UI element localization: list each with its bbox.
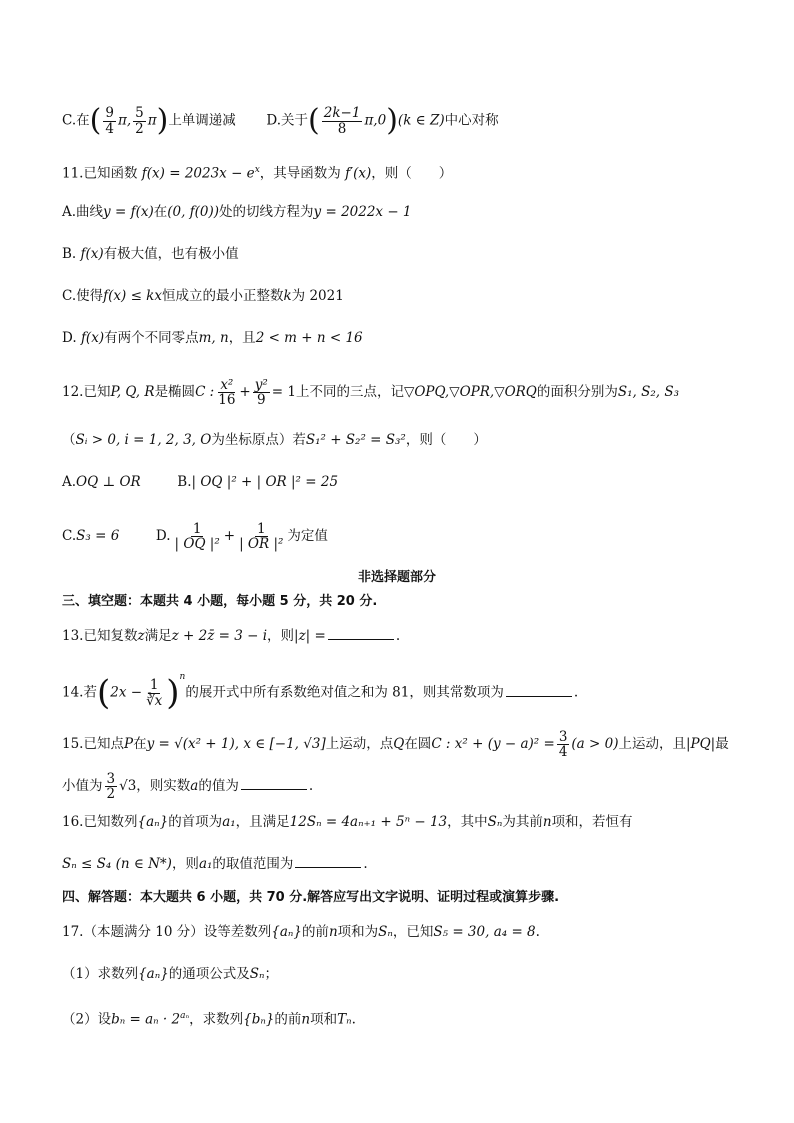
q11-stem: 11.已知函数 $f(x) = 2023x - e^x$，其导函数为 f′(x)，则（ ）	[62, 165, 453, 182]
q12-options-cd: C.S₃ = 6 D. $\frac{1}{\text{| OQ |²}}$ + $\frac{1}{\text{| OR |²}}$ 为定值	[62, 521, 328, 553]
answer-blank[interactable]	[241, 777, 307, 790]
answer-blank[interactable]	[506, 684, 572, 697]
section-3-title: 三、填空题：本题共 4 小题，每小题 5 分，共 20 分.	[62, 594, 378, 609]
q13: 13.已知复数z满足z + 2z̄ = 3 − i，则|z| = .	[62, 628, 401, 644]
q16-line2: Sₙ ≤ S₄ (n ∈ N*)，则a₁的取值范围为 .	[62, 856, 368, 872]
q12-stem: 12.已知P, Q, R是椭圆C : $\frac{\text{x²}}{16}$ + $\frac{\text{y²}}{9}$ = 1上不同的三点，记▽OPQ,▽OPR,▽ORQ的面积分别为S₁, S₂, S₃	[62, 377, 680, 409]
q15-line2: 小值为 $\frac{3}{2}$ √3，则实数a的值为 .	[62, 771, 314, 803]
q16-line1: 16.已知数列{aₙ}的首项为a₁，且满足12Sₙ = 4aₙ₊₁ + 5ⁿ − 13，其中Sₙ为其前n项和，若恒有	[62, 814, 633, 830]
section-4-title: 四、解答题：本大题共 6 小题，共 70 分.解答应写出文字说明、证明过程或演算步骤.	[62, 890, 560, 905]
q14: 14.若(2x − $\frac{1}{∛x}$ )$^n$的展开式中所有系数绝对值之和为 81，则其常数项为 .	[62, 672, 579, 713]
q12-condition: （Sᵢ > 0, i = 1, 2, 3, O为坐标原点）若S₁² + S₂² = S₃²，则（ ）	[62, 432, 487, 448]
q17-part2: （2）设$b_n = a_n \cdot 2^{a_n}$，求数列{bₙ}的前n项和Tₙ.	[62, 1011, 356, 1028]
q15-line1: 15.已知点P在y = √(x² + 1), x ∈ [−1, √3]上运动，点Q在圆C : x² + (y − a)² = $\frac{3}{4}$ (a > 0)上运动，且|PQ|最	[62, 729, 729, 761]
section-nonchoice-title: 非选择题部分	[357, 570, 436, 585]
q12-options-ab: A.OQ ⊥ OR B.| OQ |² + | OR |² = 25	[62, 474, 339, 490]
q17-part1: （1）求数列{aₙ}的通项公式及Sₙ；	[62, 966, 279, 982]
answer-blank[interactable]	[295, 855, 361, 868]
q11-option-a: A.曲线y = f(x)在(0, f(0))处的切线方程为y = 2022x − 1	[62, 204, 412, 220]
answer-blank[interactable]	[328, 627, 394, 640]
q11-option-c: C.使得f(x) ≤ kx恒成立的最小正整数k为 2021	[62, 288, 344, 304]
q10-options-cd: C.在( $\frac{9}{4}$ π, $\frac{5}{2}$ π)上单调递减 D.关于( $\frac{2k-1}{8}$ π,0)(k ∈ Z)中心对称	[62, 103, 499, 138]
q11-option-d: D. f(x)有两个不同零点m, n，且2 < m + n < 16	[62, 330, 363, 346]
q11-option-b: B. f(x)有极大值，也有极小值	[62, 246, 239, 262]
q17-stem: 17.（本题满分 10 分）设等差数列{aₙ}的前n项和为Sₙ，已知S₅ = 30, a₄ = 8.	[62, 924, 540, 940]
